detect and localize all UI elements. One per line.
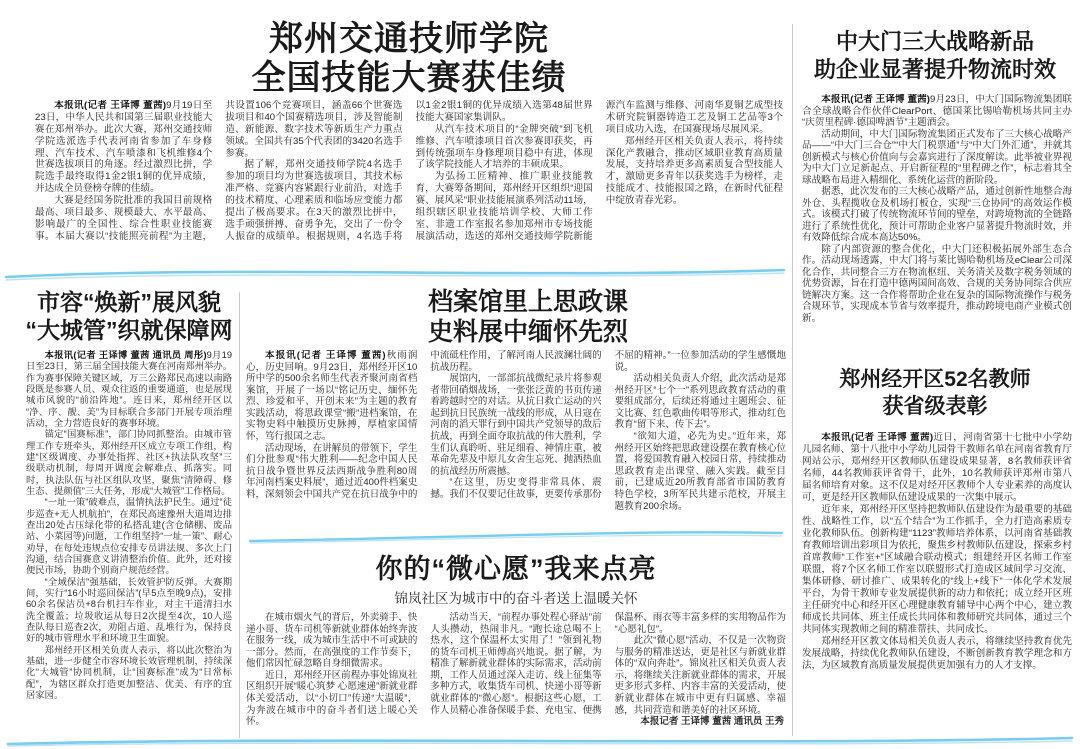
zhongdamen-headline-line1: 中大门三大战略新品	[835, 29, 1034, 54]
dangan-article-body	[246, 350, 786, 530]
paragraph: 活动相关负责人介绍，此次活动是郑州经开区“七个一”系列思政教育活动的重要组成部分，后续还将通过主题班会、征文比赛、红色歌曲传唱等形式，推动红色教育“留下来、传下去”。	[614, 373, 786, 431]
paragraph: 活动现场，在讲解员的带领下，学生们分批参观“伟大胜利——纪念中国人民抗日战争暨世界反法西斯战争胜利80周年河南档案史料展”，通过近400件档案史料，深刻领会中国共产党在抗日战争中的中流砥柱作用，了解河南人民波澜壮阔的抗战历程。	[246, 350, 602, 500]
paragraph	[26, 350, 232, 429]
reporter-byline: 本报记者 王译博 董茜 通讯员 王秀	[640, 716, 784, 728]
paragraph	[246, 350, 417, 443]
byline: 本报讯(记者 王译博 董茜)	[821, 94, 931, 105]
jiaoshi-headline-line2: 获省级表彰	[882, 395, 988, 419]
zhongdamen-article-body	[802, 94, 1072, 358]
paragraph: 郑州经开区相关负责人表示，将持续深化产教融合，推动区域职业教育高质量发展，支持培养更多高素质复合型技能人才，激励更多青年以获奖选手为榜样，走技能成才、技能报国之路，在新时代征程中绽放青春光彩。	[605, 135, 783, 207]
dangan-headline-line1: 档案馆里上思政课	[427, 288, 628, 316]
paragraph-text: 秋雨润心，历史回响。9月23日，郑州经开区10所中学的500余名师生代表齐聚河南省档案馆，开展了一场以“铭记历史、缅怀先烈、珍爱和平、开创未来”为主题的教育实践活动，将思政课堂“搬”进档案馆，在实物史料中触摸历史脉搏，厚植家国情怀，笃行报国之志。	[246, 350, 418, 443]
zhongdamen-article-headline	[798, 28, 1072, 84]
paragraph: 据悉，此次发布的三大核心战略产品，通过创新性地整合海外仓、头程揽收仓及机场打板仓，实现“三仓协同”的高效运作模式。该模式打破了传统物流环节间的壁垒，对跨境物流的全链路进行了系统性优化，预计可帮助企业客户显著提升物流时效，并有效降低综合成本高达50%。	[802, 186, 1072, 243]
weixinyuan-article-headline	[300, 547, 732, 586]
shirong-headline-line2: “大城管”织就保障网	[25, 317, 233, 344]
paragraph: 大赛是经国务院批准的我国目前规格最高、项目最多、规模最大、水平最高、影响最广的全国性、综合性职业技能赛事。本届大赛以“技能照亮前程”为主题，共设置106个竞赛项目，涵盖66个世赛选拔项目和40个国赛精选项目，涉及智能制造、新能源、数字技术等新质生产力重点领域。全国共有35个代表团的3420名选手参赛。	[35, 100, 403, 242]
column-divider-rule	[239, 292, 240, 738]
main-headline-line2: 全国技能大赛获佳绩	[251, 58, 567, 97]
paragraph-text: 9月19日至23日，中华人民共和国第三届职业技能大赛在郑州举办。此次大赛，郑州交通技师学院选派选手代表河南省参加了车身修理、汽车技术、汽车喷漆和飞机维修4个世赛选拔项目的角逐。经过激烈比拼，学院选手最终取得1金2银1铜的优异成绩，并达成全员登榜夺牌的佳绩。	[35, 100, 213, 195]
paragraph-text: 9月23日，中大门国际物流集团联合全球战略合作伙伴ClearPort、德国莱比锡哈勒机场共同主办“庆贺里程碑·德国啤酒节”主题酒会。	[802, 94, 1072, 128]
paragraph	[802, 94, 1072, 129]
paragraph: 在城市烟火气的背后，外卖骑手、快递小哥、货车司机等新就业群体始终奔波在服务一线，成为城市生活中不可或缺的一部分。然而，在高强度的工作节奏下，他们常因忙碌忽略自身细微需求。	[246, 612, 418, 670]
paragraph	[802, 432, 1072, 504]
shirong-article-headline	[24, 288, 234, 344]
jiaoshi-headline-line1: 郑州经开区52名教师	[839, 368, 1031, 391]
weixinyuan-headline: 你的“微心愿”我来点亮	[375, 554, 657, 584]
dangan-article-headline	[378, 287, 678, 347]
paragraph: 此次“微心愿”活动，不仅是一次物资与服务的精准送达，更是社区与新就业群体的“双向奔赴”。锦岚社区相关负责人表示，将继续关注新就业群体的需求，开展更多形式多样、内容丰富的关爱活动，使新就业群体在城市中更有归属感、幸福感，共同营造和谐美好的社区环境。	[614, 635, 786, 716]
paragraph: 锚定“国赛标准”，部门协同抓整治。由城市管理工作专班牵头，郑州经开区成立专项工作组，构建“区级调度、办事处指挥、社区+执法队攻坚”三级联动机制，每周开调度会解难点、抓落实。同时，执法队伍与社区组队攻坚，聚焦“清障碍、修生态、提颜值”三大任务，形成“大城管”工作格局。	[26, 429, 232, 496]
paragraph: 从汽车技术项目的“金牌突破”到飞机维修、汽车喷漆项目首次参赛即获奖，再到传统强项车身修理项目稳中有进，体现了该学院技能人才培养的丰硕成果。	[415, 123, 593, 171]
weixinyuan-article-subtitle: 锦岚社区为城市中的奋斗者送上温暖关怀	[394, 591, 638, 606]
paragraph: 郑州经开区相关负责人表示，将以此次整治为基础，进一步健全市容环境长效管理机制，持续深化“大城管”协同机制，让“国赛标准”成为“日常标配”，为辖区群众打造更加整洁、优美、有序的宜居家园。	[26, 644, 232, 700]
weixinyuan-article-body	[246, 612, 786, 744]
paragraph: 除了内部资源的整合优化，中大门还积极拓展外部生态合作。活动现场透露，中大门将与莱比锡哈勒机场及eClear公司深化合作，共同整合三方在物流枢纽、关务清关及数字税务领域的优势资源，旨在打造中德两国间高效、合规的关务协同综合供应链解决方案。这一合作将帮助企业在复杂的国际物流操作与税务合规环节，实现成本节省与效率提升，推动跨境电商产业模式创新。	[802, 243, 1072, 324]
paragraph-text: 近日，河南省第十七批中小学幼儿园名师、第十八批中小学幼儿园骨干教师名单在河南省教育厅网站公示，郑州经开区教师队伍建设成果显著，8名教师获评省名师，44名教师获评省骨干，此外，10名教师获评郑州市第八届名师培育对象。这不仅是对经开区教师个人专业素养的高度认可，更是经开区教师队伍建设成果的一次集中展示。	[802, 432, 1072, 503]
paragraph: 郑州经开区教文体局相关负责人表示，将继续坚持教育优先发展战略，持续优化教师队伍建设，不断创新教育教学理念和方法，为区域教育高质量发展提供更加强有力的人才支撑。	[802, 635, 1072, 671]
paragraph: 据了解，郑州交通技师学院4名选手参加的项目均为世赛选拔项目，其技术标准严格、竞赛内容紧跟行业前沿，对选手的技术精度、心理素质和临场应变能力都提出了极高要求。在3天的激烈比拼中，选手顽强拼搏、奋勇争先，交出了一份令人振奋的成绩单。根据规则，4名选手将以1金2银1铜的优异成绩入选第48届世界技能大赛国家集训队。	[225, 100, 593, 242]
main-article-body	[35, 100, 783, 266]
paragraph: “欲知大道，必先为史。”近年来，郑州经开区始终把思政建设摆在教育核心位置，将爱国教育融入校园日常，持续推动思政教育走出课堂、融入实践。截至目前，已建成近20所教育部省市国防教育特色学校，3所军民共建示范校，开展主题教育200余场。	[614, 431, 786, 512]
jiaoshi-article-headline	[798, 366, 1072, 421]
paragraph: 近日，郑州经开区前程办事处锦岚社区组织开展“暖心筑梦 心愿速递”新就业群体关爱活动，以“小切口”传递“大温暖”，为奔波在城市中的奋斗者们送上暖心关怀。	[246, 669, 418, 728]
paragraph: 活动期间，中大门国际物流集团正式发布了三大核心战略产品——“中大门三合仓”“中大门税票通”与“中大门外汇通”，并就其创新模式与核心价值向与会嘉宾进行了深度解读。此举被业界视为中大门立足新起点、开启新征程的“里程碑之作”，标志着其全球战略布局进入精细化、系统化运营的新阶段。	[802, 128, 1072, 186]
section-divider-swoosh	[246, 528, 786, 546]
zhongdamen-headline-line2: 助企业显著提升物流时效	[813, 57, 1056, 83]
paragraph: 为弘扬工匠精神、推广职业技能教育，大赛筹备期间，郑州经开区组织“迎国赛、展风采”职业技能展演系列活动11场，组织辖区职业技能培训学校、大师工作室、非遗工作室报名参加郑州市专场技能展演活动，选送的郑州交通技师学院新能源汽车监测与维修、河南华夏铜艺成型技术研究院铜器铸造工艺及铜工艺品等3个项目成功入选，在国赛现场尽展风采。	[415, 100, 783, 242]
byline: 本报讯(记者 王译博 董茜 通讯员 周彤)	[44, 350, 207, 360]
shirong-article-body	[26, 350, 232, 740]
byline: 本报讯(记者 王译博 董茜)	[821, 432, 934, 443]
shirong-headline-line1: 市容“焕新”展风貌	[37, 289, 221, 315]
paragraph: 近年来，郑州经开区坚持把教师队伍建设作为最重要的基础性、战略性工作，以“五个结合”为工作抓手，全力打造高素质专业化教师队伍。创新构建“1123”教师培养体系，以河南省基础教育教师培训出彩项目为依托，聚焦乡村教师队伍建设，探索乡村首席教师“工作室+”区域融合联动模式；组建经开区名师工作室联盟，将7个区名师工作室以联盟形式打造成区域间学习交流、集体研修、研讨推广、成果转化的“线上+线下”一体化学术发展平台，为骨干教师专业发展提供新的动力和依托；成立经开区班主任研究中心和经开区心理健康教育辅导中心两个中心，建立教师成长共同体、班主任成长共同体和教师研究共同体，通过三个共同体实现教师之间的精准帮扶、共同成长。	[802, 503, 1072, 635]
paragraph: 展馆内，一部部抗战微纪录片将参观者带回硝烟战场，一张张泛黄的书页传递着跨越时空的对话。从抗日救亡运动的兴起到抗日民族统一战线的形成，从日寇在河南的滔天罪行到中国共产党领导的敌后抗战，再到全面夺取抗战的伟大胜利，学生们认真聆听、驻足细看、神情庄重，被革命先辈及中原儿女舍生忘死、抛洒热血的抗战经历所震撼。	[430, 373, 602, 477]
dangan-headline-line2: 史料展中缅怀先烈	[427, 318, 628, 346]
jiaoshi-article-body	[802, 432, 1072, 740]
right-column-divider-rule	[792, 24, 793, 736]
paragraph	[35, 100, 212, 195]
paragraph-text: 9月19日至23日，第三届全国技能大赛在河南郑州举办。作为赛事保障关键区域，万三公路郑民高速以南路段既是参赛人员、观众往返的重要通道，也是展现城市风貌的“前沿阵地”。连日来，郑州经开区以“净、序、靓、美”为目标联合多部门开展专项治理活动，全力营造良好的赛事环境。	[26, 350, 232, 428]
paragraph: “在这里，历史变得非常具体、震撼。我们不仅要记住故事，更要传承那份不屈的精神。”一位参加活动的学生感慨地说。	[430, 350, 786, 500]
section-divider-swoosh	[0, 261, 790, 283]
page-bottom-divider-swoosh	[0, 733, 1080, 749]
paragraph: “全域保洁”强基础，长效管护防反弹。大赛期间，实行“16小时巡回保洁”(早5点至晚9点)，安排60余名保洁员+8台机扫车作业，对主干道清扫水洗全覆盖；垃圾收运从每日2次提至4次，10人巡查队每日巡查2次，劝阻占道、乱堆行为，保持良好的城市管理水平和环境卫生面貌。	[26, 576, 232, 644]
main-headline-line1: 郑州交通技师学院	[269, 20, 549, 58]
byline: 本报讯(记者 王译博 董茜)	[54, 100, 167, 111]
paragraph: “一址一策”破难点，温情执法护民生。通过“徒步巡查+无人机航拍”，在郑民高速豫州大道周边排查出20处占压绿化带的私搭乱建(含仓储棚、废品站、小菜园等)问题，工作组坚持“一址一策”、耐心劝导，在每处违规点位安排专员讲法规、多次上门沟通，结合国赛意义讲清整治价值。此外，还对接便民市场，协助个别商户规范经营。	[26, 497, 232, 576]
paragraph: 活动当天，“前程办事处程心驿站”前人头攒动，热闹非凡。“跑长途总喝不上热水，这个保温杯太实用了！”领到礼物的货车司机王师傅高兴地说。据了解，为精准了解新就业群体的实际需求，活动前期，工作人员通过深入走访、线上征集等多种方式，收集货车司机、快递小哥等新就业群体的“微心愿”。根据这些心愿，工作人员精心准备保暖手套、充电宝、便携保温杯、雨衣等丰富多样的实用物品作为“心愿礼包”。	[430, 612, 786, 716]
byline: 本报讯(记者 王译博 董茜)	[265, 350, 386, 361]
main-article-headline	[35, 20, 783, 98]
